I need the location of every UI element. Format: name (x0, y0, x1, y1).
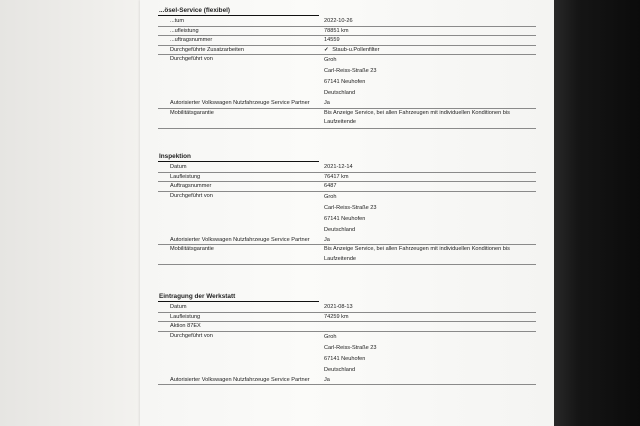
table-row (158, 192, 536, 236)
section-title: Inspektion (158, 152, 319, 162)
row-label: Mobilitätsgarantie (170, 246, 214, 252)
section-inspektion (158, 152, 536, 265)
address-line: Groh (324, 193, 337, 200)
row-label: Datum (170, 164, 187, 170)
row-label: Durchgeführt von (170, 192, 213, 199)
row-value: 76417 km (324, 173, 349, 180)
row-value (308, 46, 536, 55)
table-row (158, 173, 536, 183)
section-title: ...ösel-Service (flexibel) (158, 6, 319, 16)
row-value-text: Staub-u.Pollenfilter (332, 46, 380, 53)
row-value: 14559 (324, 37, 340, 43)
row-value: 74259 km (324, 313, 349, 320)
row-label: Laufleistung (170, 173, 201, 180)
address-block (308, 332, 536, 376)
row-label: Aktion 87EX (170, 323, 201, 329)
row-value: 2022-10-26 (324, 18, 353, 24)
table-row (158, 36, 536, 46)
row-label: Auftragsnummer (170, 183, 212, 189)
row-value: Bis Anzeige Service, bei allen Fahrzeugen mit individuellen Konditionen bis Laufzeitende (324, 246, 510, 262)
background-left (0, 0, 140, 426)
table-row (158, 182, 536, 192)
row-label: Durchgeführte Zusatzarbeiten (170, 46, 245, 53)
table-row (158, 245, 536, 265)
row-value: Ja (324, 376, 330, 383)
table-row (158, 99, 536, 109)
address-line: Deutschland (324, 90, 356, 96)
row-value: 2021-12-14 (324, 164, 353, 170)
row-label: ...tum (170, 18, 184, 24)
section-service-flexibel (158, 6, 536, 129)
row-label: ...ufleistung (170, 27, 199, 34)
row-label: Durchgeführt von (170, 332, 213, 339)
row-value (308, 322, 536, 331)
table-row (158, 303, 536, 313)
background-right (552, 0, 640, 426)
row-value: Ja (324, 236, 330, 243)
row-label: Mobilitätsgarantie (170, 109, 214, 116)
table-row (158, 313, 536, 323)
row-label: Datum (170, 304, 187, 310)
table-row (158, 55, 536, 99)
row-value: 78851 km (324, 27, 349, 34)
service-record-page (140, 0, 554, 426)
row-label: ...uftragsnummer (170, 37, 213, 43)
row-label: Laufleistung (170, 313, 201, 320)
address-line: 67141 Neuhofen (324, 215, 366, 222)
address-line: Groh (324, 57, 337, 63)
table-row (158, 322, 536, 332)
table-row (158, 236, 536, 246)
address-line: Carl-Reiss-Straße 23 (324, 68, 377, 74)
address-line: 67141 Neuhofen (324, 79, 366, 85)
row-value: 2021-08-13 (324, 304, 353, 310)
address-block (308, 192, 536, 236)
table-row (158, 163, 536, 173)
table-row (158, 17, 536, 27)
address-block (308, 55, 536, 99)
address-line: Carl-Reiss-Straße 23 (324, 204, 377, 211)
address-line: Carl-Reiss-Straße 23 (324, 344, 377, 351)
checkmark-icon: ✓ (324, 46, 329, 53)
row-value: Bis Anzeige Service, bei allen Fahrzeugen mit individuellen Konditionen bis Laufzeitende (324, 109, 510, 125)
section-title: Eintragung der Werkstatt (158, 292, 319, 302)
table-row (158, 332, 536, 376)
row-label: Autorisierter Volkswagen Nutzfahrzeuge Service Partner (170, 100, 310, 106)
address-line: Deutschland (324, 366, 356, 373)
table-row (158, 27, 536, 37)
row-label: Autorisierter Volkswagen Nutzfahrzeuge Service Partner (170, 376, 310, 383)
address-line: Deutschland (324, 226, 356, 233)
row-value: 6487 (324, 183, 337, 189)
table-row (158, 46, 536, 56)
address-line: Groh (324, 333, 337, 340)
row-label: Durchgeführt von (170, 56, 213, 62)
table-row (158, 376, 536, 386)
section-eintragung-werkstatt (158, 292, 536, 385)
table-row (158, 109, 536, 129)
address-line: 67141 Neuhofen (324, 355, 366, 362)
row-value: Ja (324, 100, 330, 106)
row-label: Autorisierter Volkswagen Nutzfahrzeuge Service Partner (170, 236, 310, 243)
